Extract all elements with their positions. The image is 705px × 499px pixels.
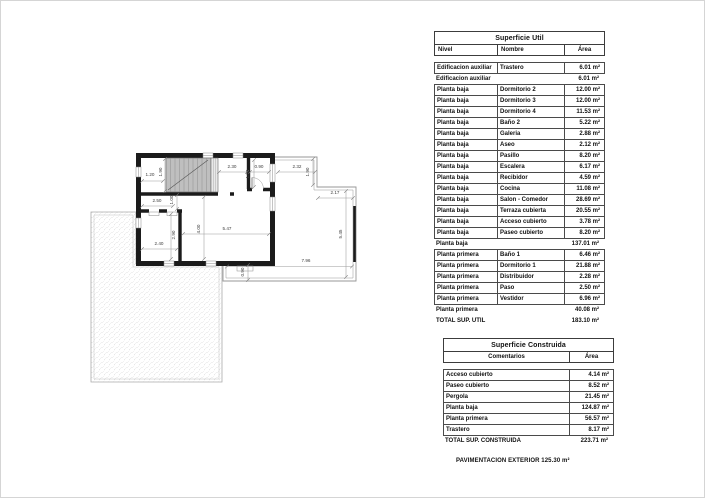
cell-area: 2.12 m² [564,140,604,150]
total-row [434,316,605,327]
cell-area: 6.96 m² [564,294,604,304]
dimension [338,189,348,279]
cell-nombre: Recibidor [497,173,564,183]
cell-nombre: Escalera [497,162,564,172]
dimension-label: 2.90 [171,230,176,240]
table-row [434,249,605,261]
cell-nombre: Salon - Comedor [497,195,564,205]
cell-nombre: Dormitorio 4 [497,107,564,117]
dimension-label: 1.90 [158,167,163,177]
cell-nivel: Planta baja [437,163,469,170]
dimension [316,190,355,200]
table-row [434,62,605,74]
cell-area: 2.88 m² [564,129,604,139]
table-title: Superficie Util [434,31,605,45]
table-row [434,161,605,173]
table-row [434,293,605,305]
summary-area: 137.01 m² [571,241,599,247]
cell-nivel: Planta baja [437,196,469,203]
dimension-label: 0.90 [240,267,245,277]
table-row [443,391,614,403]
summary-area: 40.08 m² [574,307,599,313]
cell-area: 8.20 m² [564,151,604,161]
cell-nivel: Planta primera [437,295,479,302]
total-row [443,436,614,447]
table-row [434,216,605,228]
cell-area: 4.14 m² [569,370,613,380]
column-header: Nombre [497,45,564,55]
table-header [434,45,605,56]
superficie-util-table [434,31,605,327]
dimension-label: 0.90 [254,164,264,169]
staircase [166,158,218,192]
table-row [434,117,605,129]
cell-area: 56.57 m² [569,414,613,424]
cell-nivel: Planta baja [437,86,469,93]
cell-nivel: Planta baja [437,207,469,214]
table-row [443,413,614,425]
cell-nivel: Planta primera [437,251,479,258]
dimension-label: 2.17 [330,190,340,195]
cell-comentarios: Pergola [446,393,469,400]
dimension [248,164,271,174]
cell-area: 21.45 m² [569,392,613,402]
cell-comentarios: Planta baja [446,404,478,411]
column-header: Área [569,352,613,362]
dimension-label: 2.40 [154,241,164,246]
pavement-area [91,212,222,382]
cell-area: 21.88 m² [564,261,604,271]
cell-nombre: Acceso cubierto [497,217,564,227]
dimension-label: 5.47 [222,226,232,231]
table-row [434,128,605,140]
dimension [196,195,206,261]
cell-nombre: Vestidor [497,294,564,304]
dimension-label: 4.00 [196,224,201,234]
cell-area: 4.59 m² [564,173,604,183]
cell-nombre: Cocina [497,184,564,194]
table-row [443,424,614,436]
cell-area: 28.69 m² [564,195,604,205]
dimension-label: 7.96 [301,258,311,263]
cell-nombre: Baño 1 [497,250,564,260]
table-row [443,402,614,414]
column-header: Nivel [438,46,453,53]
subtotal-row [434,305,605,316]
summary-area: 183.10 m² [571,318,599,324]
table-body [443,369,614,447]
cell-nivel: Planta baja [437,141,469,148]
cell-comentarios: Planta primera [446,415,488,422]
cell-area: 6.17 m² [564,162,604,172]
table-row [434,139,605,151]
table-row [434,227,605,239]
cell-nombre: Baño 2 [497,118,564,128]
cell-nombre: Paso [497,283,564,293]
cell-nombre: Aseo [497,140,564,150]
table-body [434,62,605,327]
cell-nivel: Planta baja [437,130,469,137]
table-row [434,205,605,217]
dimension-label: 5.45 [338,229,343,239]
cell-nivel: Planta baja [437,218,469,225]
summary-area: 6.01 m² [578,76,599,82]
table-row [434,183,605,195]
cell-nivel: Planta baja [437,174,469,181]
superficie-construida-table [443,338,614,447]
dimension-label: 1.90 [305,167,310,177]
column-header: Comentarios [488,353,525,360]
cell-comentarios: Trastero [446,426,470,433]
cell-area: 11.53 m² [564,107,604,117]
cell-area: 8.52 m² [569,381,613,391]
cell-area: 20.55 m² [564,206,604,216]
cell-nivel: Planta baja [437,185,469,192]
cell-nivel: Planta baja [437,97,469,104]
summary-label: Planta baja [436,241,468,247]
cell-nombre: Pasillo [497,151,564,161]
dimension-label: 2.50 [152,198,162,203]
dimension [140,241,179,251]
summary-label: TOTAL SUP. UTIL [436,318,486,324]
cell-area: 124.87 m² [569,403,613,413]
dimension [181,226,271,236]
cell-nivel: Planta primera [437,273,479,280]
cell-nombre: Distribuidor [497,272,564,282]
pavement-note: PAVIMENTACION EXTERIOR 125.30 m² [456,458,570,464]
cell-comentarios: Paseo cubierto [446,382,490,389]
cell-area: 2.50 m² [564,283,604,293]
dimension [158,157,167,193]
table-row [434,150,605,162]
cell-area: 8.20 m² [564,228,604,238]
summary-label: Planta primera [436,307,478,313]
cell-area: 12.00 m² [564,85,604,95]
table-row [434,95,605,107]
summary-label: Edificacion auxiliar [436,76,491,82]
cell-area: 6.46 m² [564,250,604,260]
table-row [434,106,605,118]
cell-nivel: Planta baja [437,229,469,236]
cell-nivel: Planta primera [437,262,479,269]
dimension-label: 1.20 [145,172,155,177]
dimension [276,164,317,177]
cell-nombre: Dormitorio 3 [497,96,564,106]
cell-nombre: Galeria [497,129,564,139]
column-header: Área [564,45,604,55]
cell-area: 12.00 m² [564,96,604,106]
table-row [434,172,605,184]
summary-area: 223.71 m² [580,438,608,444]
dimension [169,193,179,211]
cell-area: 11.08 m² [564,184,604,194]
table-row [434,271,605,283]
summary-label: TOTAL SUP. CONSTRUIDA [445,438,521,444]
table-row [434,282,605,294]
cell-nivel: Edificacion auxiliar [437,64,492,71]
cell-area: 3.78 m² [564,217,604,227]
table-row [443,369,614,381]
cell-nivel: Planta primera [437,284,479,291]
dimension-label: 2.32 [292,164,302,169]
table-row [434,260,605,272]
cell-nivel: Planta baja [437,119,469,126]
cell-nombre: Dormitorio 1 [497,261,564,271]
cell-area: 5.22 m² [564,118,604,128]
cell-nivel: Planta baja [437,152,469,159]
cell-comentarios: Acceso cubierto [446,371,493,378]
dimension-label: 1.90 [245,169,250,179]
cell-area: 8.17 m² [569,425,613,435]
table-row [443,380,614,392]
table-row [434,84,605,96]
table-header [443,352,614,363]
dimension-label: 2.30 [227,164,237,169]
cell-nivel: Planta baja [437,108,469,115]
dimension [169,212,176,261]
cell-nombre: Terraza cubierta [497,206,564,216]
cell-nombre: Dormitorio 2 [497,85,564,95]
cell-nombre: Paseo cubierto [497,228,564,238]
cell-nombre: Trastero [497,63,564,73]
dimension [245,158,256,189]
cell-area: 6.01 m² [564,63,604,73]
dimension-label: 1.00 [169,195,174,205]
table-row [434,194,605,206]
cell-area: 2.28 m² [564,272,604,282]
table-title: Superficie Construida [443,338,614,352]
